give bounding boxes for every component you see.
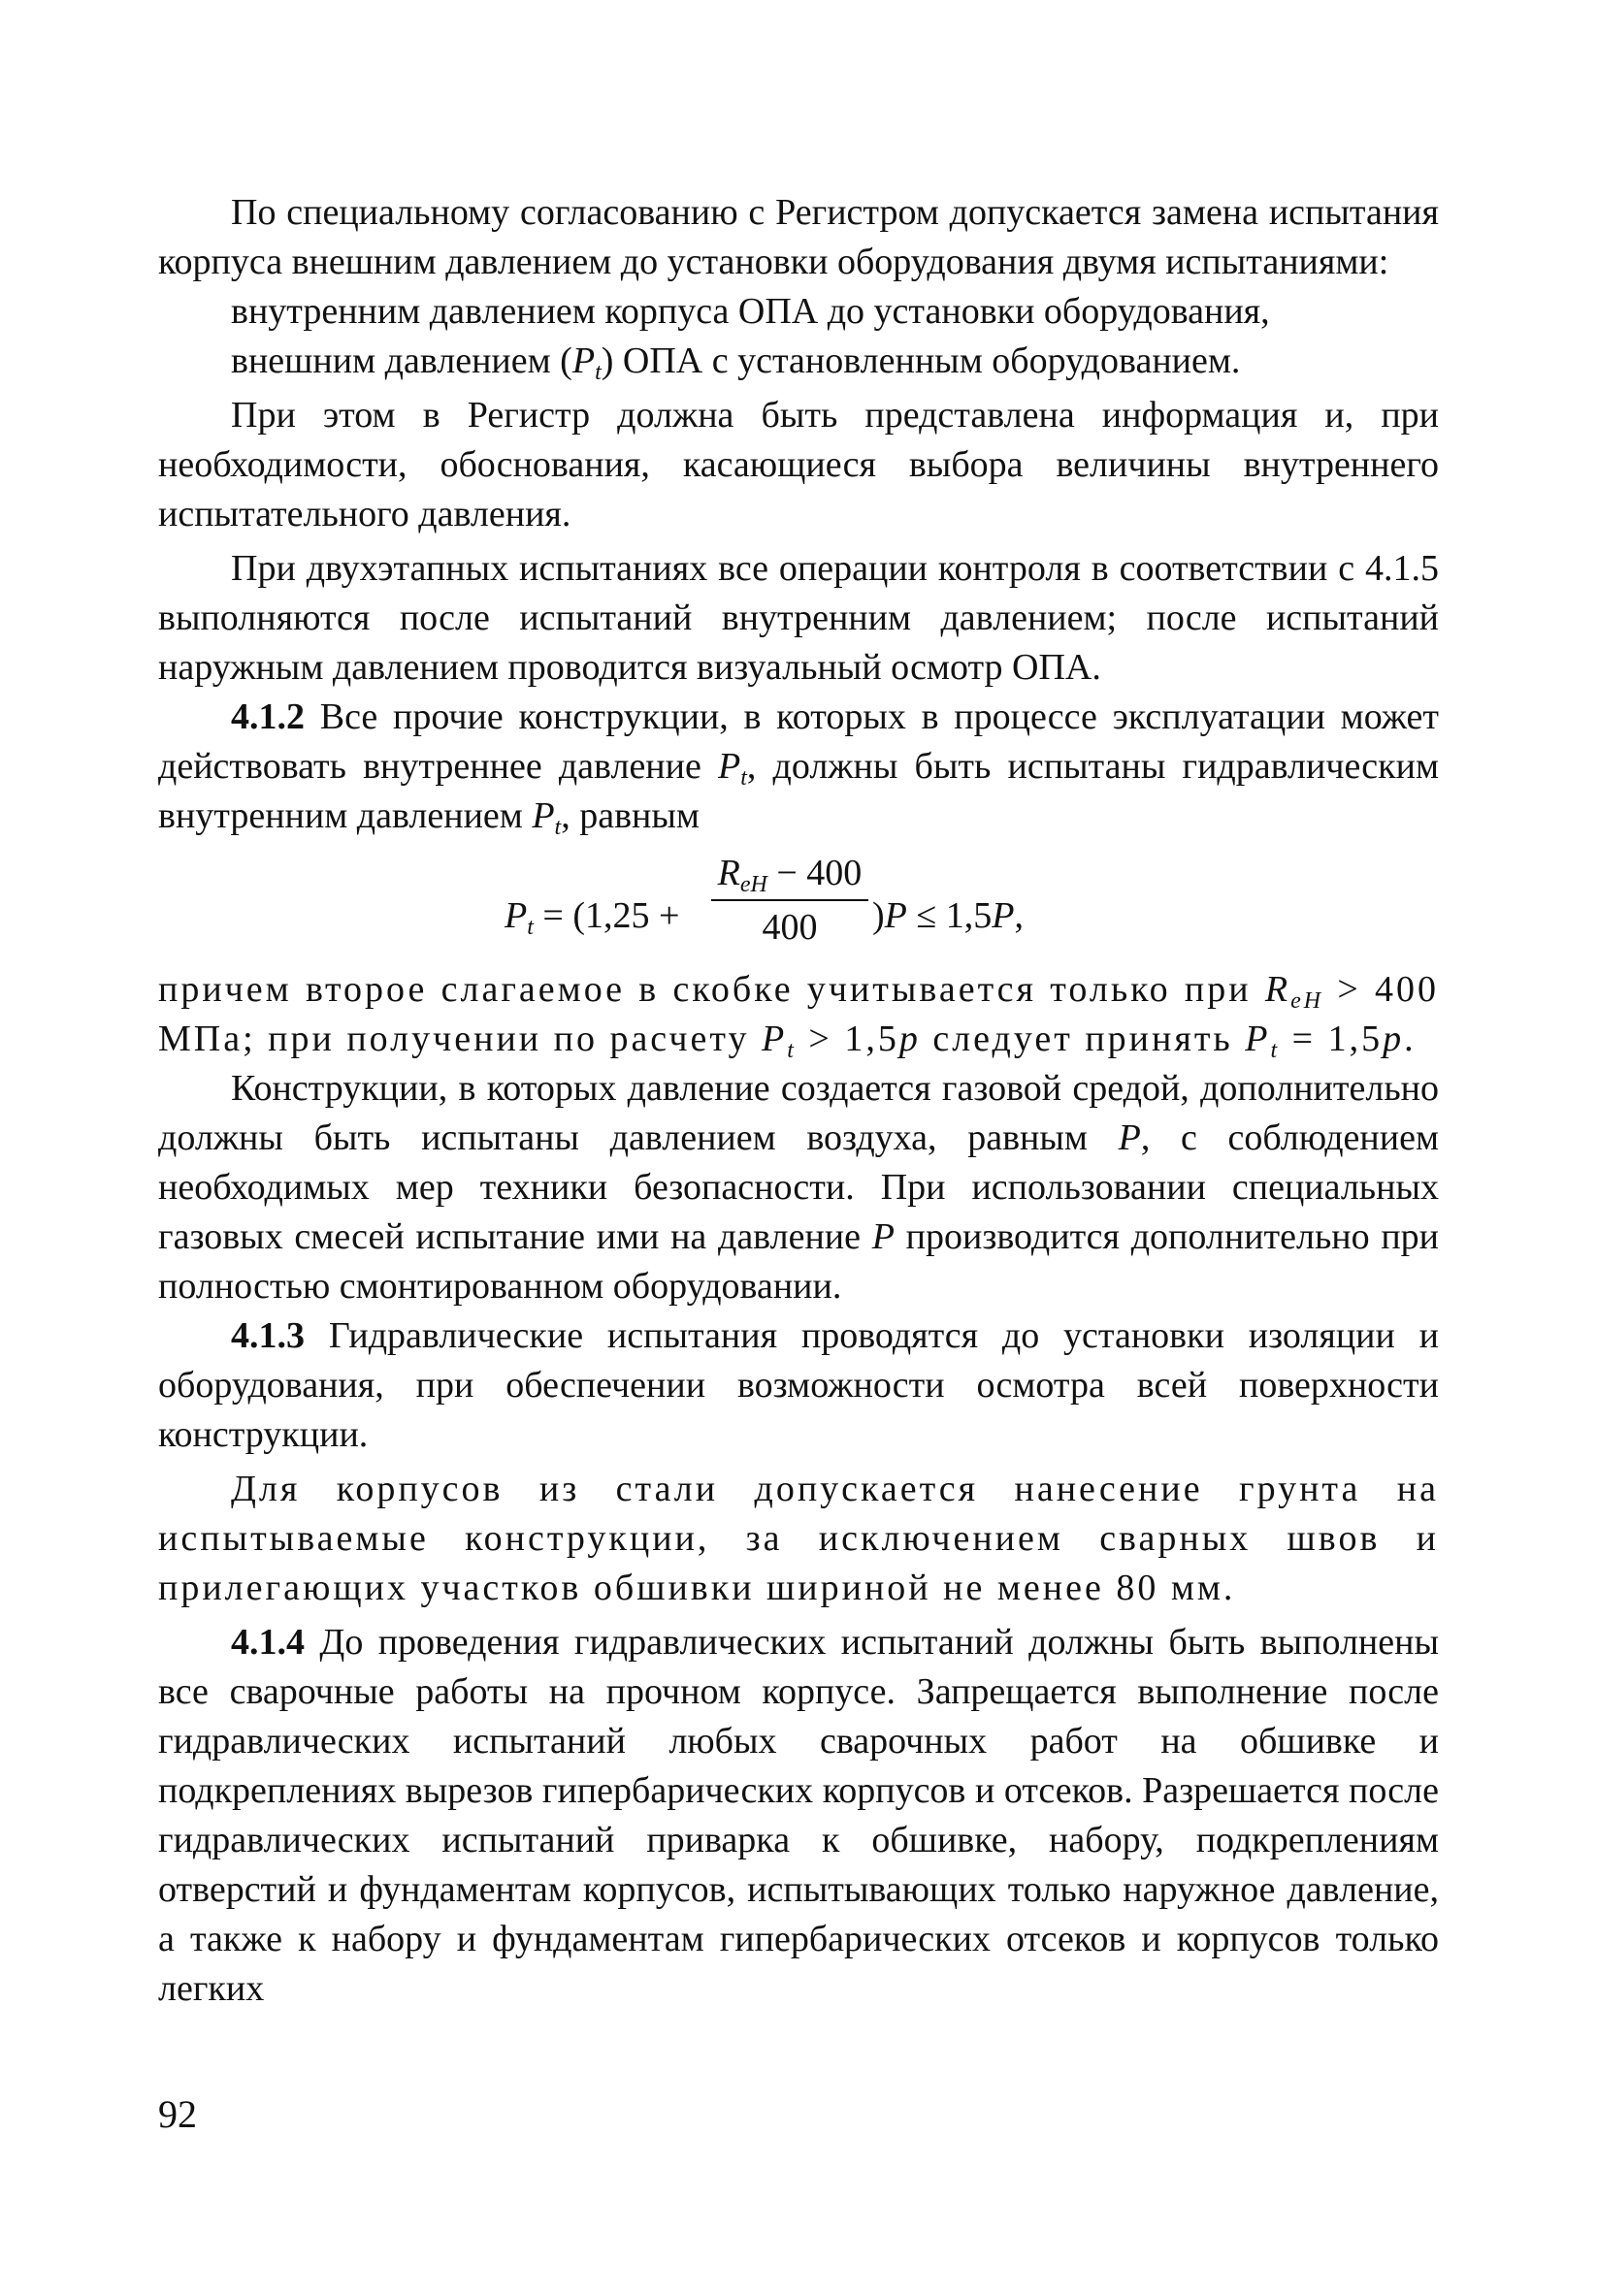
- text-run: .: [1404, 1019, 1417, 1059]
- test-pressure-formula: [158, 849, 1439, 961]
- variable-p: P: [1245, 1019, 1271, 1059]
- text-run: производится дополнительно при полностью смонтированном оборудовании.: [158, 1216, 1440, 1307]
- variable-p: P: [871, 1216, 895, 1257]
- paragraph-gas-medium: [158, 1064, 1439, 1311]
- text-run: Гидравлические испытания проводятся до установки изоляции и оборудования, при обеспечении возможности осмотра всей поверхности конструкции.: [158, 1315, 1439, 1455]
- subscript-t: t: [554, 815, 562, 840]
- variable-p: P: [505, 895, 528, 936]
- paragraph-two-stage-tests: При двухэтапных испытаниях все операции контроля в соответствии с 4.1.5 выполняются после испытаний внутренним давлением; после испытаний наружным давлением проводится визуальный осмотр ОПА.: [158, 548, 1439, 688]
- variable-p: P: [532, 795, 555, 836]
- fraction-denominator: 400: [762, 907, 818, 948]
- list-item-internal-pressure: внутренним давлением корпуса ОПА до установки оборудования,: [231, 291, 1270, 332]
- subscript-t: t: [740, 765, 747, 791]
- section-number: 4.1.4: [231, 1622, 305, 1663]
- variable-p-lower: p: [1383, 1019, 1405, 1059]
- section-4-1-4: [158, 1618, 1439, 2014]
- formula-lhs: [505, 891, 679, 941]
- paragraph-steel-hulls: Для корпусов из стали допускается нанесение грунта на испытываемые конструкции, за исключением сварных швов и прилегающих участков обшивки шириной не менее 80 мм.: [158, 1469, 1439, 1608]
- page-number: 92: [158, 2092, 197, 2136]
- fraction-numerator: [711, 849, 868, 895]
- text-run: = 1,5: [1280, 1019, 1384, 1059]
- formula-text: ≤ 1,5: [906, 895, 993, 936]
- text-run: Все прочие конструкции, в которых в процессе эксплуатации может действовать внутреннее давление: [158, 696, 1439, 787]
- text-run: причем второе слагаемое в скобке учитывается только при: [158, 969, 1265, 1010]
- list-item-external-pressure: [158, 337, 1439, 386]
- text-run: ) ОПА с установленным оборудованием.: [601, 340, 1241, 381]
- text-run: внешним давлением (: [231, 340, 572, 381]
- variable-p: P: [571, 340, 596, 381]
- subscript-eh: eH: [1290, 988, 1324, 1014]
- subscript-t: t: [787, 1038, 797, 1063]
- variable-r: R: [717, 853, 740, 893]
- variable-p: P: [717, 746, 741, 787]
- text-run: Конструкции, в которых давление создается газовой средой, дополнительно должны быть испытаны давлением воздуха, равным: [158, 1068, 1439, 1158]
- text-run: , с соблюдением необходимых мер техники безопасности. При использовании специальных газовых смесей испытание ими на давление: [158, 1117, 1439, 1257]
- section-4-1-3: [158, 1311, 1439, 1460]
- formula-text: ): [872, 895, 885, 936]
- paragraph-special-agreement: По специальному согласованию с Регистром допускается замена испытания корпуса внешним давлением до установки оборудования двумя испытаниями:: [158, 192, 1439, 282]
- paragraph-register-info: При этом в Регистр должна быть представлена информация и, при необходимости, обоснования, касающиеся выбора величины внутреннего испытательного давления.: [158, 395, 1439, 534]
- subscript-t: t: [595, 360, 602, 385]
- variable-p: P: [884, 895, 907, 936]
- variable-p: P: [992, 895, 1015, 936]
- variable-p: P: [762, 1019, 788, 1059]
- formula-text: = (1,25 +: [533, 895, 680, 936]
- text-run: следует принять: [920, 1019, 1246, 1059]
- text-run: > 400 МПа; при получении по расчету: [158, 969, 1439, 1059]
- variable-r: R: [1264, 969, 1291, 1010]
- variable-p-lower: p: [898, 1019, 921, 1059]
- paragraph-second-term: [158, 965, 1439, 1064]
- section-number: 4.1.2: [231, 696, 305, 737]
- subscript-eh: eH: [739, 872, 767, 897]
- text-run: , равным: [561, 795, 700, 836]
- section-number: 4.1.3: [231, 1315, 305, 1356]
- subscript-t: t: [1270, 1038, 1281, 1063]
- text-run: До проведения гидравлических испытаний должны быть выполнены все сварочные работы на прочном корпусе. Запрещается выполнение после гидравлических испытаний любых сварочных работ на обшивке и подкреплениях вырезов гипербарических корпусов и отсеков. Разрешается после гидравлических испытаний приварка к обшивке, набору, подкреплениям отверстий и фундаментам корпусов, испытывающих только наружное давление, а также к набору и фундаментам гипербарических отсеков и корпусов только легких: [158, 1622, 1439, 2009]
- formula-fraction: [711, 849, 868, 953]
- section-4-1-2: [158, 693, 1439, 841]
- formula-text: − 400: [766, 853, 863, 893]
- text-run: , должны быть испытаны гидравлическим внутренним давлением: [158, 746, 1439, 836]
- fraction-bar: [711, 899, 868, 901]
- text-run: > 1,5: [796, 1019, 899, 1059]
- subscript-t: t: [527, 915, 534, 940]
- document-page: [158, 188, 1439, 2014]
- formula-rhs: [872, 891, 1024, 941]
- variable-p: P: [1118, 1117, 1141, 1158]
- formula-text: ,: [1014, 895, 1024, 936]
